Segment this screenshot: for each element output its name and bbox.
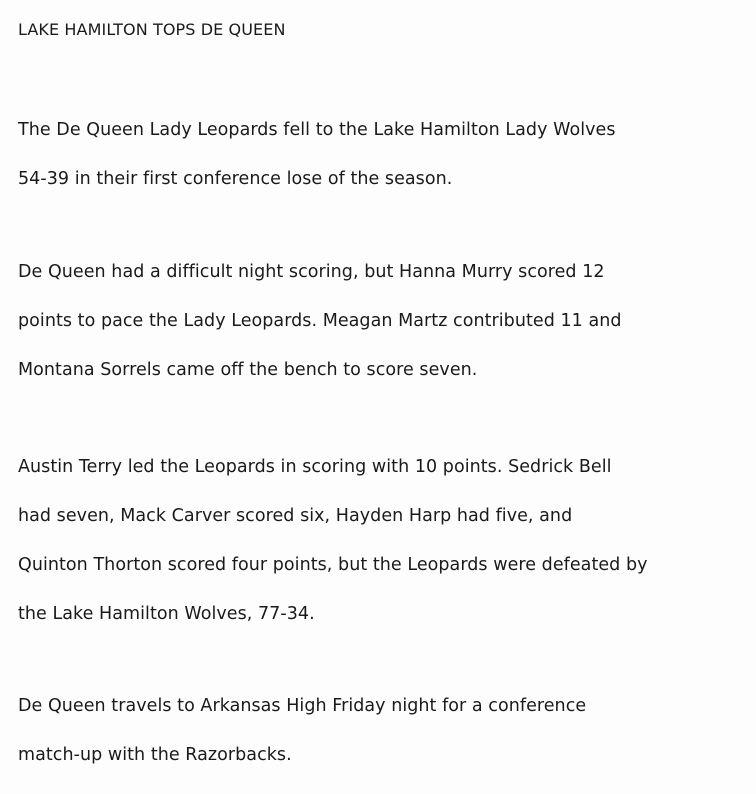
paragraph-line: De Queen had a difficult night scoring, but Hanna Murry scored 12 bbox=[18, 262, 605, 282]
paragraph-line: match-up with the Razorbacks. bbox=[18, 745, 292, 765]
paragraph-2 bbox=[18, 248, 748, 395]
article-title: LAKE HAMILTON TOPS DE QUEEN bbox=[18, 20, 286, 39]
paragraph-line: De Queen travels to Arkansas High Friday night for a conference bbox=[18, 696, 587, 716]
paragraph-4 bbox=[18, 682, 748, 780]
paragraph-line: Austin Terry led the Leopards in scoring with 10 points. Sedrick Bell bbox=[18, 457, 612, 477]
paragraph-line: Montana Sorrels came off the bench to score seven. bbox=[18, 360, 478, 380]
paragraph-line: the Lake Hamilton Wolves, 77-34. bbox=[18, 604, 315, 624]
paragraph-line: Quinton Thorton scored four points, but the Leopards were defeated by bbox=[18, 555, 648, 575]
paragraph-1 bbox=[18, 106, 748, 204]
paragraph-line: had seven, Mack Carver scored six, Hayden Harp had five, and bbox=[18, 506, 573, 526]
paragraph-line: 54-39 in their first conference lose of the season. bbox=[18, 169, 453, 189]
paragraph-line: points to pace the Lady Leopards. Meagan Martz contributed 11 and bbox=[18, 311, 622, 331]
paragraph-line: The De Queen Lady Leopards fell to the Lake Hamilton Lady Wolves bbox=[18, 120, 616, 140]
paragraph-3 bbox=[18, 443, 748, 639]
